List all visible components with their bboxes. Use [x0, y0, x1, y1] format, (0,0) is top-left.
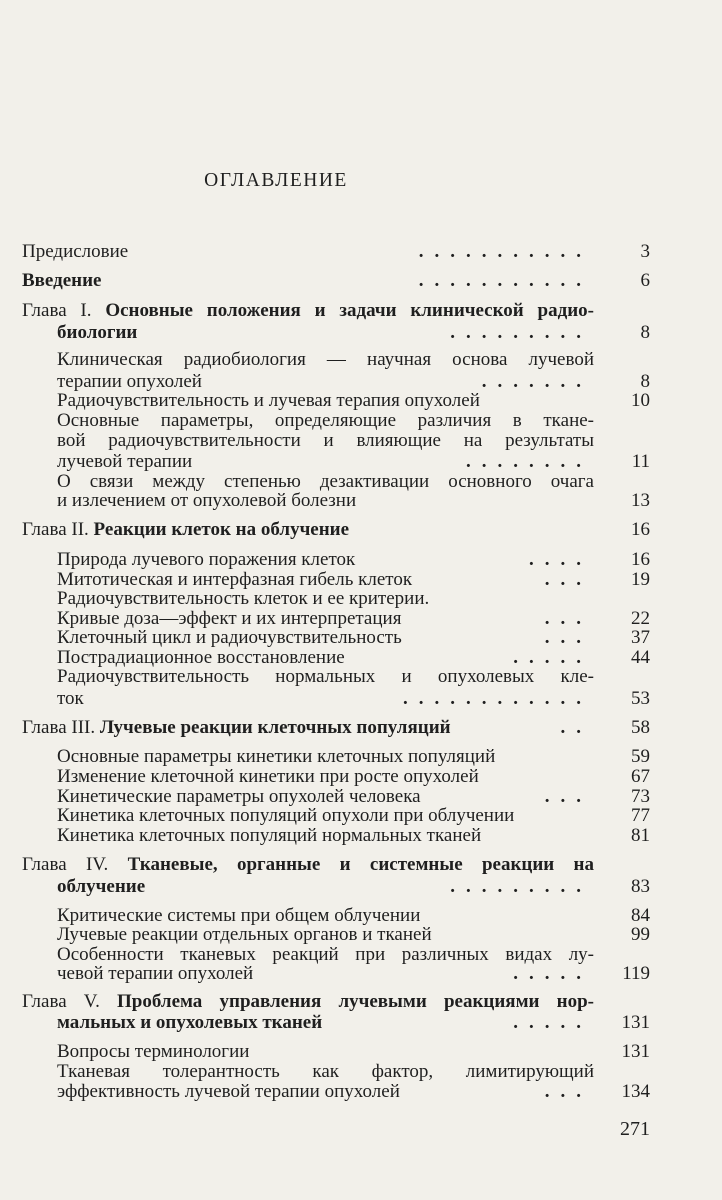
toc-entry-text: Особенности тканевых реакций при различных видах лу-	[57, 944, 594, 965]
toc-page-number: 53	[631, 688, 650, 709]
page-title: ОГЛАВЛЕНИЕ	[204, 170, 348, 191]
toc-entry-text: О связи между степенью дезактивации основного очага	[57, 471, 594, 492]
toc-page-number: 16	[631, 549, 650, 570]
toc-entry-text: Глава V. Проблема управления лучевыми реакциями нор-	[22, 991, 594, 1012]
leader-dots: ........	[466, 451, 592, 472]
page-number: 271	[620, 1118, 650, 1140]
toc-page-number: 67	[631, 766, 650, 787]
leader-dots: ....	[529, 549, 592, 570]
toc-page-number: 13	[631, 490, 650, 511]
toc-entry-text: Предисловие	[22, 241, 129, 262]
toc-page-number: 81	[631, 825, 650, 846]
leader-dots: ...........	[418, 270, 592, 291]
toc-page-number: 11	[631, 451, 650, 472]
toc-entry-text: терапии опухолей	[57, 371, 202, 392]
toc-entry-line	[22, 241, 650, 263]
toc-entry-text: Кривые доза—эффект и их интерпретация	[57, 608, 402, 629]
toc-entry-line	[57, 666, 594, 688]
leader-dots: ...	[544, 786, 592, 807]
toc-entry-text: Изменение клеточной кинетики при росте опухолей	[57, 766, 479, 787]
leader-dots: .........	[450, 322, 592, 343]
toc-entry-text: ток	[57, 688, 84, 709]
toc-entry-text: и излечением от опухолевой болезни	[57, 490, 357, 511]
toc-chapter-line	[57, 322, 650, 344]
toc-entry-text: Митотическая и интерфазная гибель клеток	[57, 569, 413, 590]
toc-page-number: 99	[631, 924, 650, 945]
leader-dots: .....	[513, 963, 592, 984]
leader-dots: ...	[544, 1081, 592, 1102]
toc-chapter-line	[22, 519, 650, 541]
toc-entry-line	[57, 746, 650, 768]
toc-entry-text: Вопросы терминологии	[57, 1041, 250, 1062]
toc-entry-text: эффективность лучевой терапии опухолей	[57, 1081, 400, 1102]
leader-dots: .........	[450, 876, 592, 897]
toc-entry-line	[57, 549, 650, 571]
toc-entry-text: Радиочувствительность нормальных и опухолевых кле-	[57, 666, 594, 687]
toc-page-number: 84	[631, 905, 650, 926]
toc-page-number: 6	[640, 270, 650, 291]
toc-entry-text: Критические системы при общем облучении	[57, 905, 421, 926]
toc-entry-line	[22, 270, 650, 292]
toc-page-number: 8	[640, 322, 650, 343]
toc-entry-line	[57, 627, 650, 649]
toc-entry-line	[57, 688, 650, 710]
toc-page-number: 19	[631, 569, 650, 590]
toc-page-number: 131	[621, 1041, 650, 1062]
toc-entry-text: Кинетика клеточных популяций нормальных тканей	[57, 825, 482, 846]
leader-dots: .....	[513, 1012, 592, 1033]
toc-entry-line	[57, 490, 650, 512]
leader-dots: ...........	[418, 241, 592, 262]
toc-page-number: 44	[631, 647, 650, 668]
toc-page-number: 22	[631, 608, 650, 629]
toc-page-number: 59	[631, 746, 650, 767]
toc-chapter-line	[22, 854, 594, 876]
toc-entry-line	[57, 430, 594, 452]
toc-entry-text: Клиническая радиобиология — научная основа лучевой	[57, 349, 594, 370]
toc-page-number: 16	[631, 519, 650, 540]
toc-entry-line	[57, 349, 594, 371]
toc-entry-text: Глава II. Реакции клеток на облучение	[22, 519, 350, 540]
toc-entry-line	[57, 825, 650, 847]
toc-entry-text: Радиочувствительность и лучевая терапия опухолей	[57, 390, 480, 411]
toc-entry-line	[57, 410, 594, 432]
toc-page-number: 10	[631, 390, 650, 411]
leader-dots: ............	[403, 688, 592, 709]
toc-entry-text: Природа лучевого поражения клеток	[57, 549, 356, 570]
toc-entry-text: Основные параметры кинетики клеточных популяций	[57, 746, 496, 767]
toc-entry-text: Глава IV. Тканевые, органные и системные реакции на	[22, 854, 594, 875]
toc-entry-text: облучение	[57, 876, 146, 897]
toc-entry-line	[57, 766, 650, 788]
leader-dots: .......	[481, 371, 592, 392]
toc-page-number: 58	[631, 717, 650, 738]
toc-entry-line	[57, 390, 650, 412]
toc-entry-text: Глава III. Лучевые реакции клеточных популяций	[22, 717, 451, 738]
toc-entry-text: Лучевые реакции отдельных органов и тканей	[57, 924, 432, 945]
toc-entry-text: Кинетические параметры опухолей человека	[57, 786, 421, 807]
toc-entry-text: Основные параметры, определяющие различия в ткане-	[57, 410, 594, 431]
toc-entry-line	[57, 924, 650, 946]
toc-entry-line	[57, 963, 650, 985]
toc-entry-text: лучевой терапии	[57, 451, 193, 472]
toc-entry-text: Пострадиационное восстановление	[57, 647, 345, 668]
toc-entry-text: Радиочувствительность клеток и ее критерии.	[57, 588, 430, 609]
toc-entry-text: вой радиочувствительности и влияющие на результаты	[57, 430, 594, 451]
toc-entry-line	[57, 451, 650, 473]
toc-chapter-line	[22, 991, 594, 1013]
toc-chapter-line	[57, 1012, 650, 1034]
toc-entry-text: биологии	[57, 322, 138, 343]
toc-page-number: 37	[631, 627, 650, 648]
toc-entry-text: мальных и опухолевых тканей	[57, 1012, 323, 1033]
toc-page-number: 134	[621, 1081, 650, 1102]
toc-entry-text: чевой терапии опухолей	[57, 963, 254, 984]
toc-entry-text: Введение	[22, 270, 102, 291]
toc-page-number: 8	[640, 371, 650, 392]
toc-entry-line	[57, 1081, 650, 1103]
leader-dots: ...	[544, 569, 592, 590]
toc-entry-line	[57, 1061, 594, 1083]
leader-dots: ...	[544, 627, 592, 648]
toc-page-number: 3	[640, 241, 650, 262]
toc-page-number: 83	[631, 876, 650, 897]
toc-chapter-line	[57, 876, 650, 898]
toc-entry-text: Кинетика клеточных популяций опухоли при облучении	[57, 805, 515, 826]
toc-page-number: 73	[631, 786, 650, 807]
leader-dots: ..	[560, 717, 592, 738]
toc-entry-text: Клеточный цикл и радиочувствительность	[57, 627, 402, 648]
toc-chapter-line	[22, 300, 594, 322]
leader-dots: ...	[544, 608, 592, 629]
toc-entry-line	[57, 588, 650, 610]
toc-entry-text: Глава I. Основные положения и задачи клинической радио-	[22, 300, 594, 321]
toc-entry-line	[57, 1041, 650, 1063]
toc-entry-text: Тканевая толерантность как фактор, лимитирующий	[57, 1061, 594, 1082]
leader-dots: .....	[513, 647, 592, 668]
toc-entry-line	[57, 805, 650, 827]
toc-page-number: 131	[621, 1012, 650, 1033]
toc-chapter-line	[22, 717, 650, 739]
toc-page-number: 119	[622, 963, 650, 984]
toc-page-number: 77	[631, 805, 650, 826]
